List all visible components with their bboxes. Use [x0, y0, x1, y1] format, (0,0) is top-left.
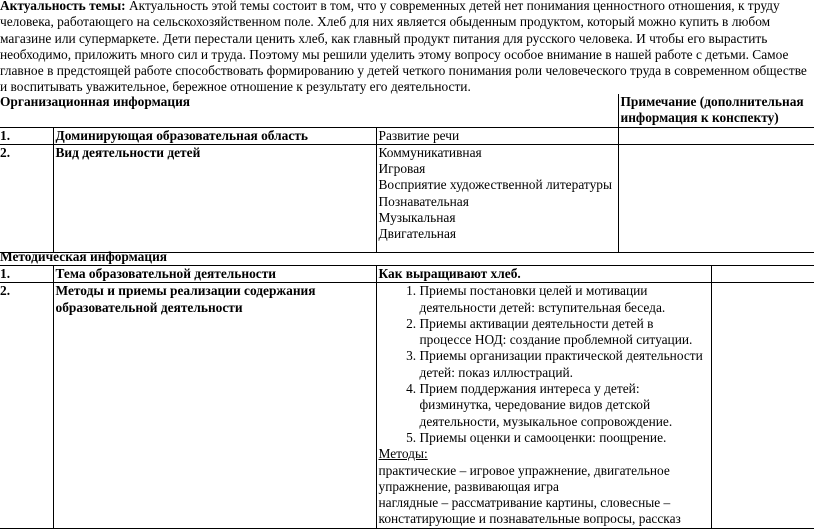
method-row-label: Методы и приемы реализации содержания образовательной деятельности	[53, 283, 376, 528]
intro-paragraph	[0, 0, 814, 96]
method-row-note	[711, 283, 814, 528]
activity-type: Игровая	[378, 161, 426, 177]
techniques-list	[379, 283, 709, 446]
org-row-num: 2.	[0, 144, 53, 252]
technique-item: 2. Приемы активации деятельности детей в процессе НОД: создание проблемной ситуации.	[420, 316, 709, 349]
activity-type: Восприятие художественной литературы	[378, 177, 612, 193]
intro-label: Актуальность темы:	[0, 0, 126, 13]
org-header: Организационная информация	[0, 94, 618, 127]
method-item: практические – игровое упражнение, двигательное упражнение, развивающая игра	[378, 462, 670, 494]
methods-content	[376, 283, 711, 528]
org-row-note	[618, 144, 814, 252]
org-row-num: 1.	[0, 127, 53, 144]
method-info-table	[0, 265, 814, 529]
org-row-note	[618, 127, 814, 144]
technique-item: 3. Приемы организации практической деятельности детей: показ иллюстраций.	[420, 348, 709, 381]
activity-type: Познавательная	[378, 193, 469, 209]
methods-label: Методы:	[378, 446, 428, 462]
activity-type: Двигательная	[378, 226, 457, 242]
method-row-num: 2.	[0, 283, 53, 528]
technique-item: 4. Прием поддержания интереса у детей: физминутка, чередование видов детской деятельности, музыкальное сопровождение.	[420, 381, 709, 430]
technique-item: 5. Приемы оценки и самооценки: поощрение.	[420, 430, 709, 446]
note-header: Примечание (дополнительная информация к конспекту)	[618, 94, 814, 127]
intro-text: Актуальность этой темы состоит в том, что у современных детей нет понимания ценностного отношения, к труду человека, работающего на сельскохозяйственном поле. Хлеб для них является обыденным продуктом, который можно купить в любом магазине или супермаркете. Дети перестали ценить хлеб, как главный продукт питания для русского человека. И чтобы его вырастить необходимо, приложить много сил и труда. Поэтому мы решили уделить этому вопросу особое внимание в нашей работе с детьми. Самое главное в предстоящей работе способствовать формированию у детей четкого понимания роли человеческого труда в современном обществе и воспитывать уважительное, бережное отношение к результату его деятельности.	[0, 0, 807, 95]
method-header: Методическая информация	[0, 249, 168, 264]
activity-type: Коммуникативная	[378, 144, 482, 160]
method-item: наглядные – рассматривание картины, словесные – констатирующие и познавательные вопросы, рассказ	[378, 495, 681, 527]
technique-item: 1. Приемы постановки целей и мотивации деятельности детей: вступительная беседа.	[420, 283, 709, 316]
method-row-note	[711, 266, 814, 283]
activity-type: Музыкальная	[378, 210, 456, 226]
activity-types	[376, 144, 618, 252]
method-row-num: 1.	[0, 266, 53, 283]
org-row-label: Вид деятельности детей	[53, 144, 376, 252]
org-row-label: Доминирующая образовательная область	[53, 127, 376, 144]
method-row-label: Тема образовательной деятельности	[53, 266, 376, 283]
org-row-value: Развитие речи	[376, 127, 618, 144]
org-info-table	[0, 94, 814, 253]
lesson-topic: Как выращивают хлеб.	[376, 266, 711, 283]
